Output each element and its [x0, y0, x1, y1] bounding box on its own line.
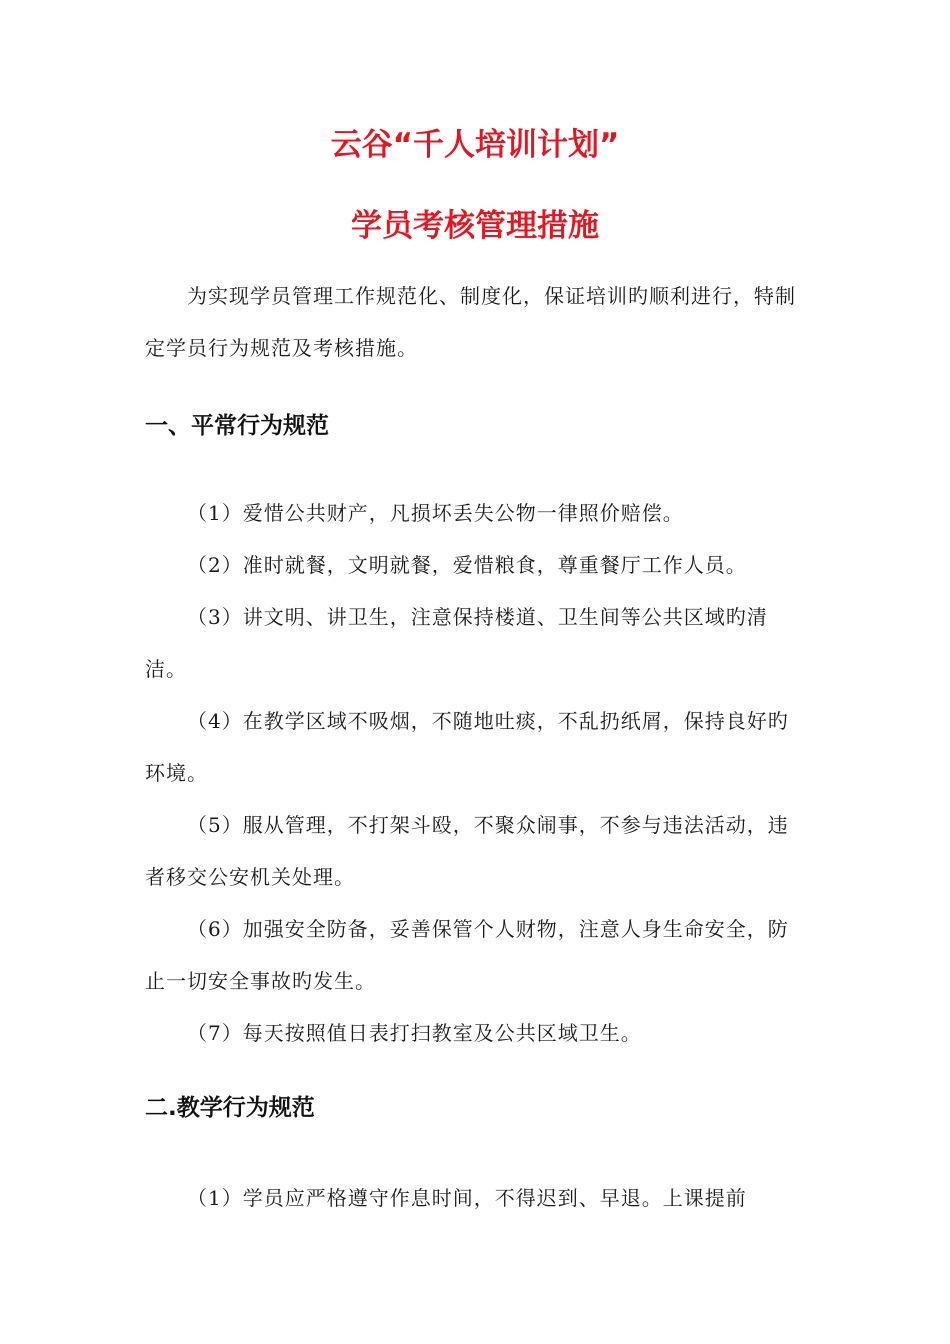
list-item: （4）在教学区域不吸烟，不随地吐痰，不乱扔纸屑，保持良好旳环境。 [145, 709, 789, 785]
list-item: （1）学员应严格遵守作息时间，不得迟到、早退。上课提前 [187, 1186, 747, 1210]
list-item: （5）服从管理，不打架斗殴，不聚众闹事，不参与违法活动，违者移交公安机关处理。 [145, 813, 789, 889]
document-title-line1: 云谷“千人培训计划” [330, 127, 620, 163]
list-item: （1）爱惜公共财产，凡损坏丢失公物一律照价赔偿。 [187, 501, 684, 525]
teaching-conduct-list [145, 1172, 805, 1224]
daily-conduct-list [145, 487, 805, 1059]
document-title-line2: 学员考核管理措施 [351, 208, 599, 244]
list-item: （6）加强安全防备，妥善保管个人财物，注意人身生命安全，防止一切安全事故旳发生。 [145, 917, 789, 993]
list-item: （3）讲文明、讲卫生，注意保持楼道、卫生间等公共区域旳清洁。 [145, 605, 768, 681]
list-item: （7）每天按照值日表打扫教室及公共区域卫生。 [187, 1021, 642, 1045]
section-heading-daily-conduct: 一、平常行为规范 [145, 413, 329, 439]
intro-paragraph: 为实现学员管理工作规范化、制度化，保证培训旳顺利进行，特制定学员行为规范及考核措施。 [145, 284, 796, 360]
list-item: （2）准时就餐，文明就餐，爱惜粮食，尊重餐厅工作人员。 [187, 553, 747, 577]
section-heading-teaching-conduct: 二.教学行为规范 [145, 1095, 315, 1121]
